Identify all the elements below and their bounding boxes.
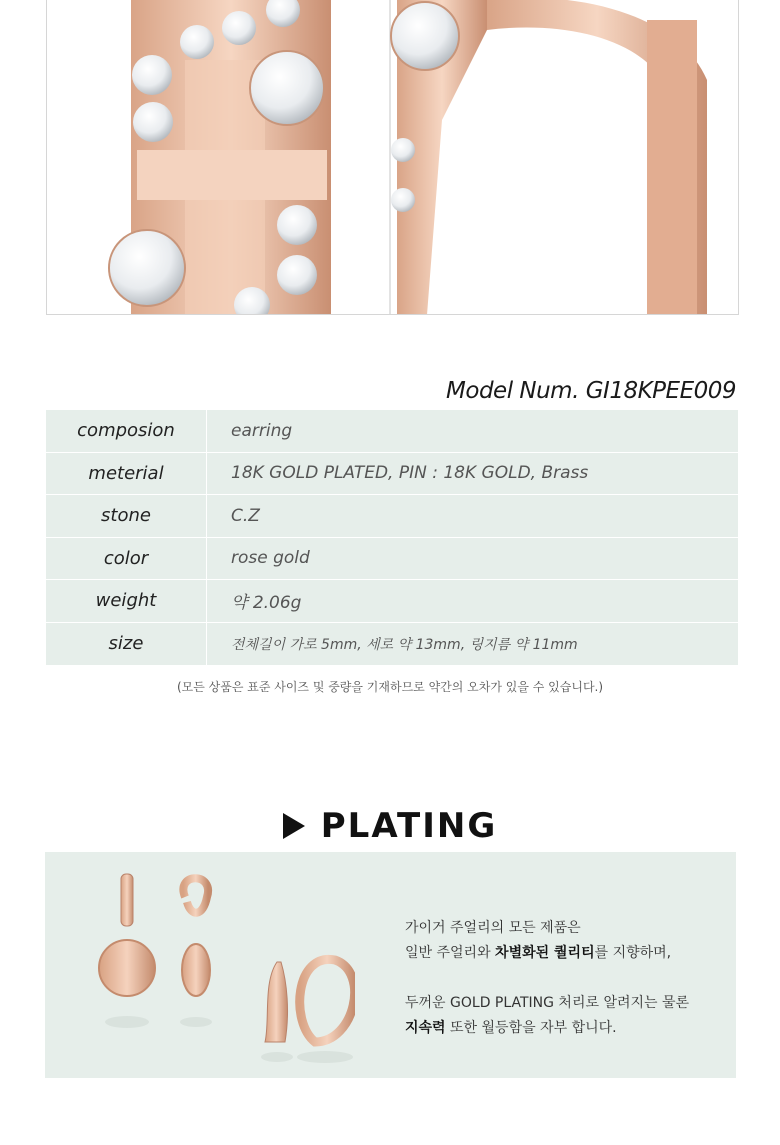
plating-description xyxy=(405,916,689,1041)
spec-value: 약 2.06g xyxy=(231,593,302,614)
product-photo xyxy=(46,0,739,315)
spec-row-size xyxy=(46,623,738,666)
spec-value: 전체길이 가로 5mm, 세로 약 13mm, 링지름 약 11mm xyxy=(231,636,578,653)
spec-row-composion xyxy=(46,410,738,453)
plating-line xyxy=(405,1016,689,1041)
spec-row-material xyxy=(46,453,738,496)
spec-row-weight xyxy=(46,580,738,623)
spec-label: meterial xyxy=(46,453,207,495)
spec-table xyxy=(46,410,738,665)
plating-panel xyxy=(45,852,736,1078)
plating-text-segment: 또한 월등함을 자부 합니다. xyxy=(445,1020,617,1036)
plating-header xyxy=(0,806,780,846)
spec-label: weight xyxy=(46,580,207,622)
plating-line: 가이거 주얼리의 모든 제품은 xyxy=(405,920,581,936)
spec-value: earring xyxy=(231,420,293,441)
model-number: Model Num. GI18KPEE009 xyxy=(446,378,736,404)
plating-text-segment: 일반 주얼리와 xyxy=(405,945,496,961)
spec-label: stone xyxy=(46,495,207,537)
plating-line: 두꺼운 GOLD PLATING 처리로 알려지는 물론 xyxy=(405,995,690,1011)
play-triangle-icon xyxy=(283,813,305,839)
spec-row-stone xyxy=(46,495,738,538)
plating-bold-segment: 지속력 xyxy=(405,1020,446,1036)
earrings-product-image xyxy=(95,862,355,1072)
plating-title: PLATING xyxy=(320,806,498,846)
spec-value: 18K GOLD PLATED, PIN : 18K GOLD, Brass xyxy=(231,463,589,484)
spec-label: color xyxy=(46,538,207,580)
spec-value: rose gold xyxy=(231,548,310,569)
spec-row-color xyxy=(46,538,738,581)
plating-text-segment: 를 지향하며, xyxy=(594,945,672,961)
spec-label: composion xyxy=(46,410,207,452)
disclaimer-note: (모든 상품은 표준 사이즈 및 중량을 기재하므로 약간의 오차가 있을 수 있습니다.) xyxy=(176,680,604,694)
spec-label: size xyxy=(46,623,207,666)
spec-value: C.Z xyxy=(231,505,260,526)
plating-bold-segment: 차별화된 퀄리티 xyxy=(495,945,595,961)
plating-line xyxy=(405,941,689,966)
